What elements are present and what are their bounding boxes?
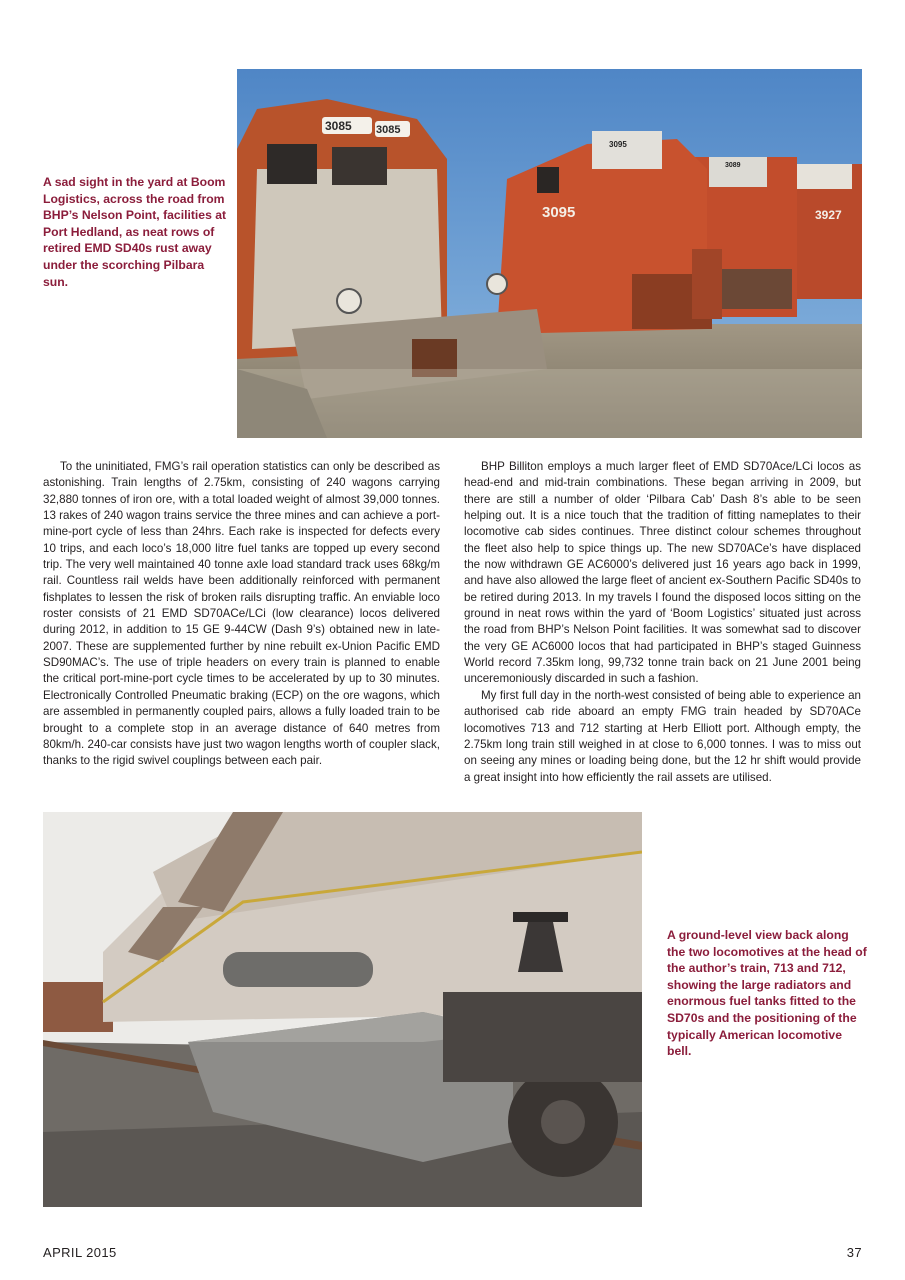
loco-number: 3085: [376, 124, 401, 136]
bottom-photo-caption: A ground-level view back along the two locomotives at the head of the author’s train, 713 and 712, showing the large radiators and enormous fuel tanks fitted to the SD70s and the positioning of the typically American locomotive bell.: [667, 928, 867, 1059]
body-paragraph: BHP Billiton employs a much larger fleet of EMD SD70Ace/LCi locos as head-end and mid-train combinations. These began arriving in 2009, but there are still a number of older ‘Pilbara Cab’ Dash 8’s able to be seen helping out. It is a nice touch that the tradition of fitting nameplates to their locomotive cab sides continues. Three distinct colour schemes throughout the fleet also help to spice things up. The new SD70ACe’s have displaced the now withdrawn GE AC6000’s delivered just 16 years ago back in 1999, and have also allowed the large fleet of ancient ex-Southern Pacific SD40s to be retired during 2013. In my travels I found the disposed locos sitting on the ground in neat rows within the yard of ‘Boom Logistics’ situated just across the road from BHP’s Nelson Point facilities. It was somewhat sad to discover the very GE AC6000 locos that had participated in BHP’s staged Guinness World record 7.35km long, 99,732 tonne train back on 21 June 2001 being unceremoniously discarded in such a fashion.: [464, 460, 861, 686]
left-column: [43, 459, 440, 770]
body-paragraph: My first full day in the north-west consisted of being able to experience an authorised cab ride aboard an empty FMG train headed by SD70ACe locomotives 713 and 712 starting at Herb Elliott port. Although empty, the 2.75km long train still weighed in at close to 6,000 tonnes. I was to miss out on seeing any mines or loading being done, but the 12 hr shift would provide a great insight into how efficiently the rail assets are utilised.: [464, 688, 861, 784]
loco-number: 3095: [542, 204, 576, 221]
right-column: [464, 459, 861, 786]
locomotive-fuel-tank-image: [43, 812, 642, 1207]
loco-number: 3085: [325, 119, 352, 133]
top-photo-caption: A sad sight in the yard at Boom Logistics, across the road from BHP’s Nelson Point, facilities at Port Hedland, as neat rows of retired EMD SD40s rust away under the scorching Pilbara sun.: [43, 175, 227, 289]
issue-date: APRIL 2015: [43, 1245, 117, 1260]
page-number: 37: [846, 1245, 862, 1260]
body-paragraph: To the uninitiated, FMG’s rail operation statistics can only be described as astonishing. Train lengths of 2.75km, consisting of 240 wagons carrying 32,880 tonnes of iron ore, with a total loaded weight of almost 39,000 tonnes. 13 rakes of 240 wagon trains service the three mines and can achieve a port-mine-port cycle of less than 24hrs. Each rake is inspected for defects every 10 trips, and each loco’s 18,000 litre fuel tanks are topped up every second trip. The very well maintained 40 tonne axle load standard track uses 68kg/m rail. Countless rail welds have been additionally reinforced with permanent fishplates to lessen the risk of broken rails disrupting traffic. An enviable loco roster consists of 21 EMD SD70ACe/LCi (low clearance) locos delivered during 2012, in addition to 15 GE 9-44CW (Dash 9’s) obtained new in late-2007. These are supplemented further by nine rebuilt ex-Union Pacific EMD SD90MAC’s. The use of triple headers on every train is planned to enable the critical port-mine-port cycle times to be accelerated by up to 30 minutes. Electronically Controlled Pneumatic braking (ECP) on the ore wagons, which are assembled in permanently coupled pairs, allows a fully loaded train to be brought to a complete stop in an average distance of 640 metres from 80km/h. 240-car consists have just two wagon lengths worth of coupler slack, thanks to the rigid swivel couplings between each pair.: [43, 460, 440, 768]
retired-locomotives-image: [237, 69, 862, 438]
bottom-photo: [43, 812, 642, 1207]
top-photo: [237, 69, 862, 438]
loco-number: 3927: [815, 208, 842, 222]
loco-number: 3089: [725, 162, 741, 169]
loco-number: 3095: [609, 140, 627, 149]
